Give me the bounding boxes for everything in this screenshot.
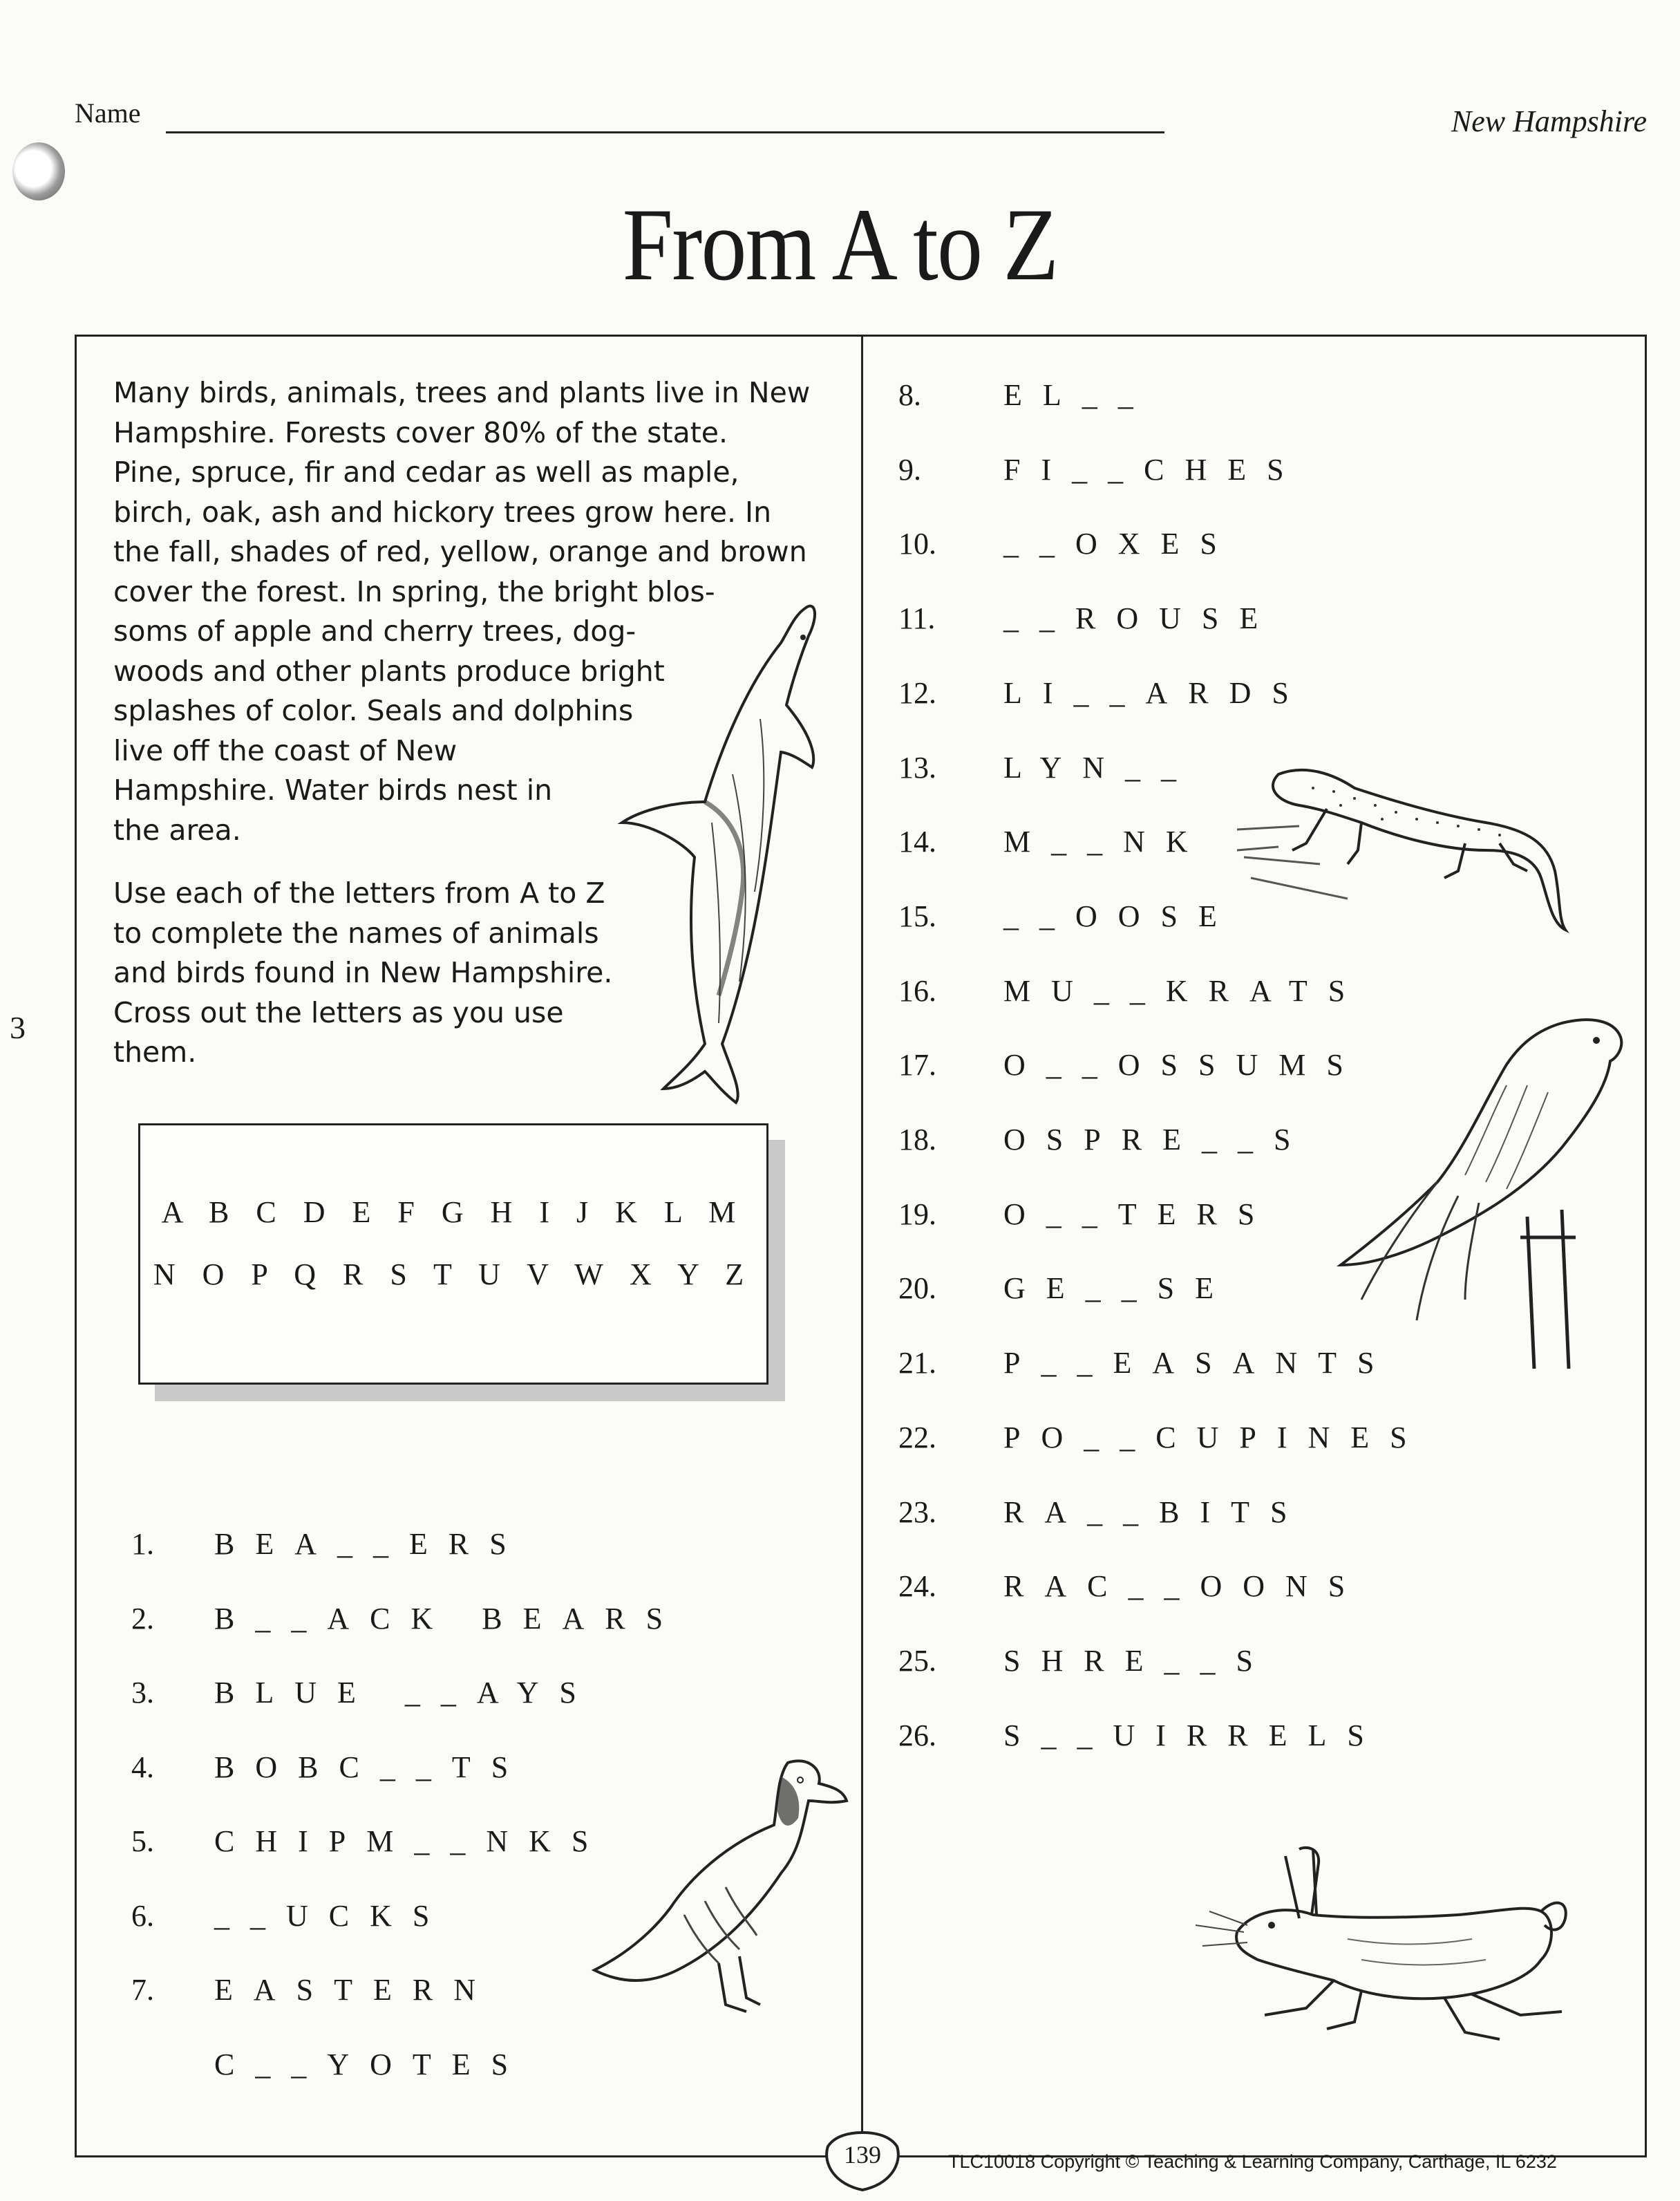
- item-word-blank[interactable]: M__NK: [1003, 825, 1209, 859]
- state-label: New Hampshire: [1451, 104, 1647, 138]
- text-line: and birds found in New Hampshire.: [113, 956, 613, 989]
- item-word-blank[interactable]: SHRE__S: [1003, 1643, 1274, 1678]
- text-line: them.: [113, 1036, 197, 1069]
- item-word-blank[interactable]: B__ACK BEARS: [214, 1601, 684, 1636]
- item-number: 11.: [898, 601, 936, 636]
- item-number: 5.: [131, 1824, 154, 1858]
- rabbit-illustration: [1196, 1842, 1583, 2043]
- duck-illustration: [581, 1749, 850, 2019]
- item-word-blank[interactable]: S__UIRRELS: [1003, 1718, 1385, 1752]
- salamander-illustration: [1237, 760, 1610, 933]
- alphabet-box: [138, 1123, 768, 1385]
- item-number: 18.: [898, 1123, 936, 1156]
- text-line: the fall, shades of red, yellow, orange and brown: [113, 535, 807, 568]
- copyright-notice: TLC10018 Copyright © Teaching & Learning Company, Carthage, IL 6232: [948, 2151, 1557, 2172]
- item-word-blank[interactable]: __OXES: [1003, 527, 1238, 561]
- item-word-blank[interactable]: __UCKS: [214, 1898, 451, 1933]
- text-line: woods and other plants produce bright: [113, 654, 665, 688]
- item-number: 25.: [898, 1643, 936, 1678]
- item-word-blank[interactable]: BOBC__TS: [214, 1750, 529, 1784]
- item-word-blank[interactable]: C__YOTES: [214, 2047, 529, 2081]
- page-number: 139: [844, 2141, 881, 2169]
- item-number: 24.: [898, 1569, 936, 1604]
- item-number: 8.: [898, 378, 921, 412]
- item-word-blank[interactable]: BEA__ERS: [214, 1527, 527, 1561]
- item-word-blank[interactable]: LI__ARDS: [1003, 675, 1310, 710]
- item-word-blank[interactable]: OSPRE__S: [1003, 1123, 1312, 1156]
- hawk-illustration: [1299, 1009, 1631, 1369]
- item-number: 1.: [131, 1527, 154, 1561]
- item-word-blank[interactable]: P__EASANTS: [1003, 1346, 1395, 1380]
- text-line: birch, oak, ash and hickory trees grow here. In: [113, 495, 772, 529]
- text-line: live off the coast of New: [113, 733, 457, 767]
- item-word-blank[interactable]: RAC__OONS: [1003, 1569, 1366, 1604]
- item-number: 23.: [898, 1495, 936, 1529]
- item-word-blank[interactable]: EASTERN: [214, 1973, 496, 2007]
- item-number: 10.: [898, 527, 936, 561]
- column-divider: [861, 335, 863, 2157]
- item-number: 12.: [898, 675, 936, 710]
- margin-mark: 3: [10, 1010, 26, 1045]
- item-number: 13.: [898, 750, 936, 785]
- item-number: 9.: [898, 452, 921, 487]
- alphabet-row-1[interactable]: A B C D E F G H I J K L M: [161, 1195, 746, 1229]
- text-line: Cross out the letters as you use: [113, 995, 564, 1029]
- item-word-blank[interactable]: MU__KRATS: [1003, 973, 1366, 1008]
- item-number: 16.: [898, 973, 936, 1008]
- page-title: From A to Z: [622, 187, 1058, 302]
- text-line: to complete the names of animals: [113, 916, 599, 950]
- item-word-blank[interactable]: RA__BITS: [1003, 1495, 1308, 1529]
- item-word-blank[interactable]: __ROUSE: [1003, 601, 1279, 636]
- item-number: 21.: [898, 1346, 936, 1380]
- item-number: 2.: [131, 1601, 154, 1636]
- item-word-blank[interactable]: LYN__: [1003, 750, 1198, 785]
- item-number: 14.: [898, 825, 936, 859]
- item-number: 26.: [898, 1718, 936, 1752]
- item-number: 15.: [898, 899, 936, 933]
- name-label: Name: [75, 97, 141, 129]
- alphabet-row-2[interactable]: N O P Q R S T U V W X Y Z: [153, 1257, 754, 1291]
- item-word-blank[interactable]: GE__SE: [1003, 1271, 1234, 1306]
- item-number: 7.: [131, 1973, 154, 2007]
- text-line: Pine, spruce, fir and cedar as well as maple,: [113, 456, 739, 489]
- item-word-blank[interactable]: O__OSSUMS: [1003, 1048, 1364, 1083]
- text-line: Use each of the letters from A to Z: [113, 877, 605, 910]
- item-word-blank[interactable]: EL__: [1003, 378, 1154, 412]
- text-line: the area.: [113, 813, 241, 847]
- dolphin-illustration: [608, 594, 836, 1106]
- item-word-blank[interactable]: CHIPM__NKS: [214, 1824, 610, 1858]
- item-number: 17.: [898, 1048, 936, 1083]
- item-number: 6.: [131, 1898, 154, 1933]
- text-line: cover the forest. In spring, the bright blos-: [113, 574, 715, 608]
- item-number: 22.: [898, 1420, 936, 1454]
- item-number: 19.: [898, 1197, 936, 1231]
- item-number: 20.: [898, 1271, 936, 1306]
- name-input-line[interactable]: [166, 131, 1164, 133]
- item-number: 3.: [131, 1676, 154, 1710]
- item-number: 4.: [131, 1750, 154, 1784]
- punch-hole: [12, 142, 65, 200]
- text-line: splashes of color. Seals and dolphins: [113, 694, 634, 727]
- item-word-blank[interactable]: FI__CHES: [1003, 452, 1305, 487]
- text-line: Hampshire. Forests cover 80% of the state.: [113, 415, 728, 449]
- text-line: Hampshire. Water birds nest in: [113, 774, 553, 807]
- item-word-blank[interactable]: O__TERS: [1003, 1197, 1276, 1231]
- text-line: soms of apple and cherry trees, dog-: [113, 615, 636, 648]
- text-line: Many birds, animals, trees and plants live in New: [113, 376, 811, 409]
- item-word-blank[interactable]: __OOSE: [1003, 899, 1238, 933]
- item-word-blank[interactable]: PO__CUPINES: [1003, 1420, 1428, 1454]
- item-word-blank[interactable]: BLUE __AYS: [214, 1676, 597, 1710]
